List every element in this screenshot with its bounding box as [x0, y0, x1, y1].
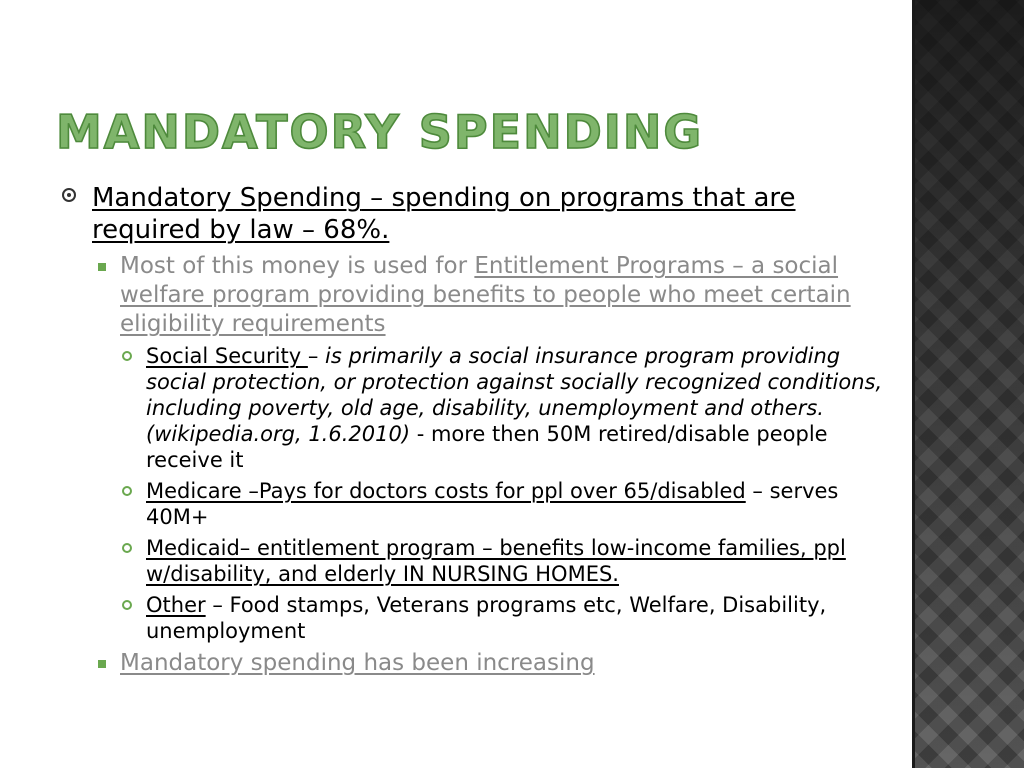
other-term: Other: [146, 593, 206, 617]
social-security-term: Social Security: [146, 344, 308, 368]
circle-dot-bullet-icon: [62, 188, 76, 202]
square-bullet-icon: [98, 263, 106, 271]
slide-title: MANDATORY SPENDING: [56, 105, 704, 159]
bullet-medicare: [118, 478, 892, 530]
bullet-social-security: [118, 343, 892, 473]
medicare-detail: – serves 40M+: [146, 479, 839, 529]
ring-bullet-icon: [122, 486, 132, 496]
ring-bullet-icon: [122, 351, 132, 361]
slide-content: [62, 182, 892, 682]
bullet-other: [118, 592, 892, 644]
entitlement-programs-link[interactable]: Entitlement Programs – a social welfare program providing benefits to people who meet certain eligibility requirements: [120, 253, 851, 337]
social-security-description: is primarily a social insurance program providing social protection, or protection against socially recognized conditions, including poverty, old age, disability, unemployment and others.(wikipedia.org, 1.6.2010): [146, 344, 883, 446]
ring-bullet-icon: [122, 600, 132, 610]
mandatory-spending-term: Mandatory Spending: [92, 183, 362, 213]
ring-bullet-icon: [122, 543, 132, 553]
social-security-dash: –: [307, 344, 326, 368]
bullet-mandatory-spending: [62, 182, 892, 246]
social-security-detail: - more then 50M retired/disable people receive it: [146, 422, 828, 472]
medicaid-description: Medicaid– entitlement program – benefits low-income families, ppl w/disability, and elderly IN NURSING HOMES.: [146, 536, 846, 586]
bullet-entitlement-programs: [90, 252, 892, 339]
bullet-mandatory-increasing: [90, 649, 892, 678]
decorative-side-panel: [912, 0, 1024, 768]
entitlement-lead-text: Most of this money is used for: [120, 253, 475, 279]
medicare-description: Medicare –Pays for doctors costs for ppl over 65/disabled: [146, 479, 746, 503]
bullet-medicaid: [118, 535, 892, 587]
mandatory-increasing-link[interactable]: Mandatory spending has been increasing: [120, 650, 595, 676]
other-detail: – Food stamps, Veterans programs etc, Welfare, Disability, unemployment: [146, 593, 827, 643]
square-bullet-icon: [98, 660, 106, 668]
mandatory-spending-definition: – spending on programs that are required by law – 68%.: [92, 183, 796, 245]
